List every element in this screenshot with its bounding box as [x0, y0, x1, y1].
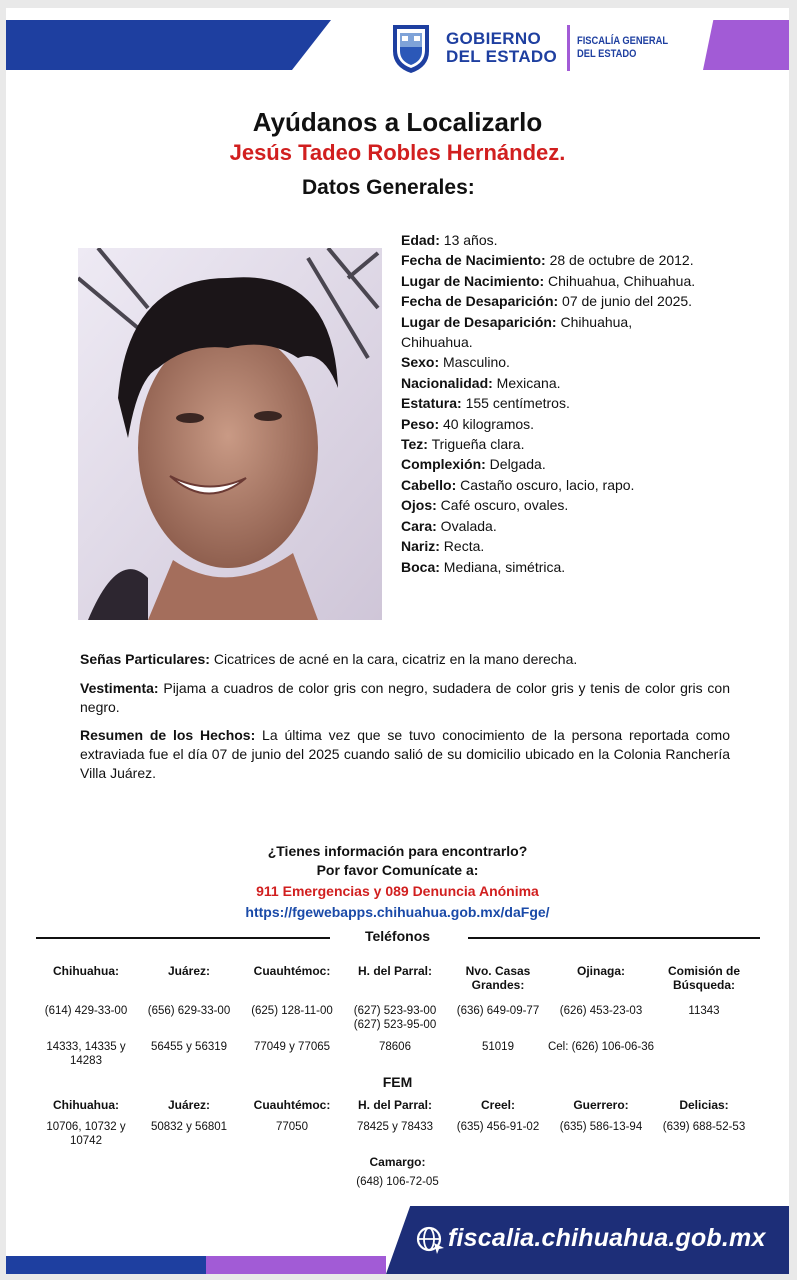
info-value: Chihuahua, Chihuahua. — [544, 272, 696, 289]
info-value: Trigueña clara. — [427, 436, 525, 453]
info-label: Peso: — [401, 415, 440, 432]
telefonos-cell: (626) 453-23-03 — [559, 1005, 643, 1017]
fem-header: Delicias: — [679, 1098, 729, 1112]
info-item — [401, 291, 701, 311]
info-item — [401, 312, 701, 353]
info-label: Complexión: — [401, 456, 486, 473]
footer-website[interactable]: fiscalia.chihuahua.gob.mx — [448, 1224, 766, 1252]
person-photo — [78, 248, 382, 620]
info-item — [401, 495, 701, 515]
telefonos-header: Chihuahua: — [53, 964, 119, 978]
rule-right — [468, 937, 760, 939]
info-label: Edad: — [401, 232, 440, 248]
poster-title: Ayúdanos a Localizarlo — [252, 107, 543, 137]
info-item — [401, 475, 701, 495]
fem-heading: FEM — [382, 1074, 413, 1090]
telefonos-cell: 56455 y 56319 — [150, 1041, 228, 1053]
info-item — [401, 352, 701, 372]
fem-cell: 77050 — [276, 1121, 308, 1133]
telefonos-header: Nvo. Casas Grandes: — [465, 964, 531, 992]
fem-header: Cuauhtémoc: — [253, 1098, 331, 1112]
info-item — [401, 414, 701, 434]
info-value: Chihuahua, Chihuahua. — [401, 313, 633, 351]
info-label: Cabello: — [401, 476, 457, 493]
fem-cell: (635) 586-13-94 — [559, 1121, 643, 1133]
info-label: Nariz: — [401, 538, 440, 555]
info-value: 07 de junio del 2025. — [558, 293, 693, 310]
footer-strip-purple — [206, 1256, 386, 1274]
senas-particulares: Señas Particulares: Cicatrices de acné en la cara, cicatriz en la mano derecha. — [80, 651, 578, 667]
info-label: Estatura: — [401, 395, 462, 412]
info-value: Mexicana. — [492, 374, 561, 391]
telefonos-header: H. del Parral: — [357, 964, 433, 978]
logo-divider — [567, 25, 570, 71]
fiscalia-label: FISCALÍA GENERAL DEL ESTADO — [577, 35, 669, 60]
fem-cell: (639) 688-52-53 — [662, 1121, 746, 1133]
telefonos-cell: (627) 523-93-00 (627) 523-95-00 — [353, 1005, 437, 1031]
info-value: 155 centímetros. — [461, 395, 570, 412]
fem-header: H. del Parral: — [357, 1098, 433, 1112]
telefonos-cell: (656) 629-33-00 — [147, 1005, 231, 1017]
info-item — [401, 434, 701, 454]
info-item — [401, 230, 701, 250]
info-value: Ovalada. — [436, 517, 497, 534]
telefonos-heading: Teléfonos — [364, 928, 431, 944]
info-question: ¿Tienes información para encontrarlo? — [267, 843, 528, 859]
globe-icon — [416, 1226, 446, 1256]
government-logo — [390, 20, 684, 76]
header-band-purple — [703, 20, 789, 70]
fem-cell: (635) 456-91-02 — [456, 1121, 540, 1133]
report-link[interactable]: https://fgewebapps.chihuahua.gob.mx/daFge/ — [245, 904, 550, 920]
missing-person-poster — [6, 8, 789, 1274]
fem-cell: 10706, 10732 y 10742 — [46, 1121, 126, 1147]
info-label: Tez: — [401, 436, 428, 453]
telefonos-cell: 51019 — [482, 1041, 514, 1053]
emergency-numbers: 911 Emergencias y 089 Denuncia Anónima — [256, 883, 539, 899]
info-label: Sexo: — [401, 354, 440, 371]
info-value: Recta. — [439, 538, 485, 555]
info-item — [401, 454, 701, 474]
fem-cell: 78425 y 78433 — [356, 1121, 434, 1133]
info-item — [401, 557, 701, 577]
telefonos-cell: Cel: (626) 106-06-36 — [547, 1041, 655, 1053]
info-label: Cara: — [401, 517, 437, 534]
info-label: Lugar de Desaparición: — [401, 313, 557, 330]
info-value: 40 kilogramos. — [439, 415, 535, 432]
info-item — [401, 393, 701, 413]
info-value: Delgada. — [485, 456, 546, 473]
header-band-blue — [6, 20, 331, 70]
general-data-list — [401, 230, 701, 577]
fem-header: Guerrero: — [573, 1098, 629, 1112]
info-value: Café oscuro, ovales. — [436, 497, 569, 514]
info-value: Mediana, simétrica. — [439, 558, 566, 575]
info-value: 28 de octubre de 2012. — [545, 252, 694, 269]
camargo-phone: (648) 106-72-05 — [356, 1176, 439, 1188]
telefonos-cell: (614) 429-33-00 — [44, 1005, 128, 1017]
gobierno-label: GOBIERNO DEL ESTADO — [446, 29, 557, 66]
telefonos-header: Comisión de Búsqueda: — [667, 964, 740, 992]
vestimenta: Vestimenta: Pijama a cuadros de color gris con negro, sudadera de color gris y tenis de color gris con negro. — [80, 680, 730, 715]
telefonos-cell: 11343 — [688, 1005, 720, 1017]
info-item — [401, 516, 701, 536]
info-item — [401, 373, 701, 393]
telefonos-cell: 78606 — [379, 1041, 411, 1053]
info-value: Castaño oscuro, lacio, rapo. — [456, 476, 635, 493]
telefonos-cell: (636) 649-09-77 — [456, 1005, 540, 1017]
info-value: Masculino. — [439, 354, 510, 371]
fem-header: Creel: — [480, 1098, 515, 1112]
telefonos-cell: 14333, 14335 y 14283 — [46, 1041, 126, 1067]
camargo-label: Camargo: — [369, 1155, 426, 1169]
telefonos-cell: 77049 y 77065 — [253, 1041, 331, 1053]
telefonos-header: Ojinaga: — [576, 964, 625, 978]
person-name: Jesús Tadeo Robles Hernández. — [229, 140, 566, 165]
info-value: 13 años. — [439, 232, 498, 248]
info-item — [401, 536, 701, 556]
telefonos-header: Juárez: — [167, 964, 211, 978]
telefonos-cell: (625) 128-11-00 — [251, 1005, 333, 1017]
contact-prompt: Por favor Comunícate a: — [316, 862, 479, 878]
fem-header: Chihuahua: — [53, 1098, 119, 1112]
info-label: Boca: — [401, 558, 440, 575]
info-label: Fecha de Nacimiento: — [401, 252, 546, 269]
fem-cell: 50832 y 56801 — [150, 1121, 228, 1133]
fem-header: Juárez: — [167, 1098, 211, 1112]
info-label: Lugar de Nacimiento: — [401, 272, 545, 289]
shield-icon — [390, 21, 432, 75]
info-label: Fecha de Desaparición: — [401, 293, 559, 310]
info-label: Nacionalidad: — [401, 374, 493, 391]
info-item — [401, 271, 701, 291]
section-heading: Datos Generales: — [302, 176, 475, 199]
info-item — [401, 250, 701, 270]
resumen-hechos: Resumen de los Hechos: La última vez que se tuvo conocimiento de la persona reportada como extraviada fue el día 07 de junio del 2025 cuando salió de su domicilio ubicado en la Colonia Ranchería Villa Juárez. — [80, 727, 730, 781]
info-label: Ojos: — [401, 497, 437, 514]
telefonos-header: Cuauhtémoc: — [253, 964, 331, 978]
